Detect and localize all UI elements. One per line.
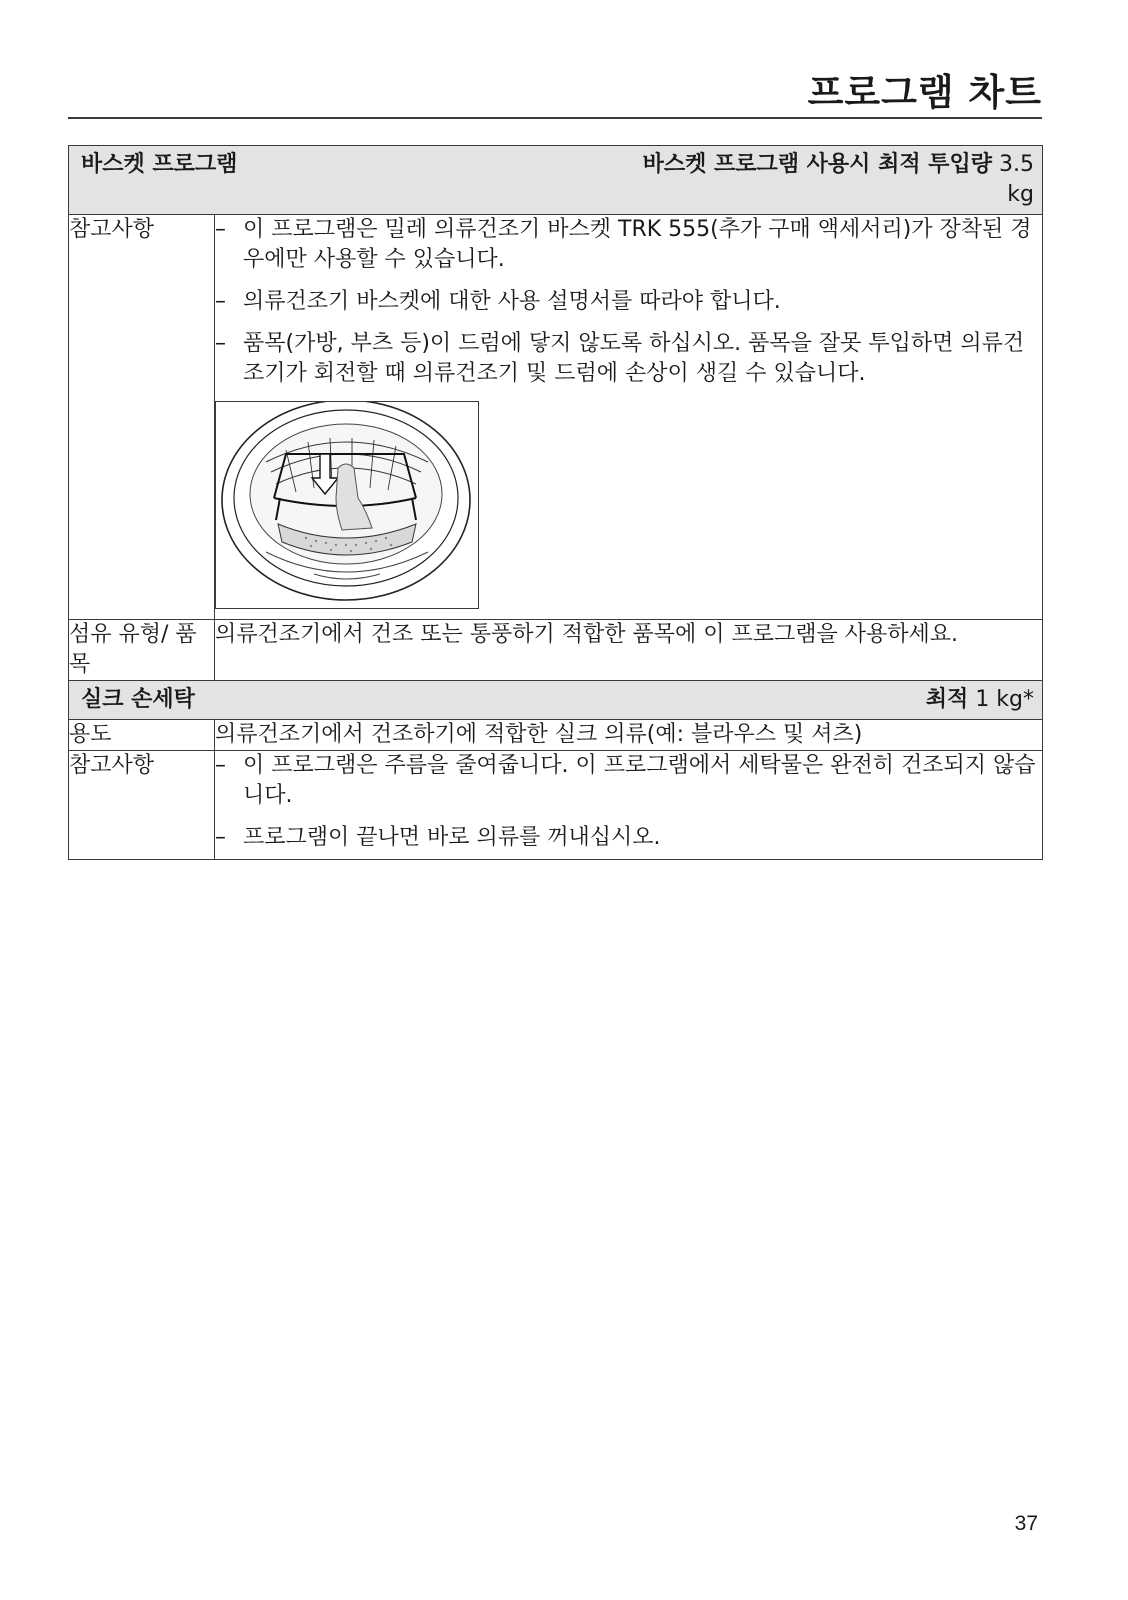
- basket-program-header: [69, 146, 1043, 215]
- silk-load-label: 최적: [925, 687, 969, 712]
- silk-use-text: 의류건조기에서 건조하기에 적합한 실크 의류(예: 블라우스 및 셔츠): [215, 720, 1043, 751]
- silk-notes-label: 참고사항: [69, 751, 215, 860]
- basket-load-label: 바스켓 프로그램 사용시 최적 투입량: [642, 152, 993, 177]
- program-chart-table: [68, 145, 1043, 860]
- list-item: – 프로그램이 끝나면 바로 의류를 꺼내십시오.: [215, 825, 661, 850]
- list-item: – 이 프로그램은 밀레 의류건조기 바스켓 TRK 555(추가 구매 액세서리)가 장착된 경우에만 사용할 수 있습니다.: [215, 217, 1032, 272]
- silk-load-value: 1 kg*: [975, 687, 1035, 712]
- list-item: – 이 프로그램은 주름을 줄여줍니다. 이 프로그램에서 세탁물은 완전히 건조되지 않습니다.: [215, 753, 1036, 808]
- silk-program-name: 실크 손세탁: [81, 687, 195, 712]
- silk-program-load: [617, 685, 1034, 715]
- silk-program-header: [69, 681, 1043, 720]
- list-item: – 의류건조기 바스켓에 대한 사용 설명서를 따라야 합니다.: [215, 289, 781, 314]
- basket-program-load: [617, 150, 1034, 210]
- dryer-basket-illustration: [215, 401, 479, 609]
- basket-notes-row: [69, 215, 1043, 620]
- basket-notes-label: 참고사항: [69, 215, 215, 620]
- basket-program-name: 바스켓 프로그램: [81, 152, 238, 177]
- title-divider: [68, 117, 1042, 119]
- basket-load-value: 3.5 kg: [999, 152, 1035, 207]
- silk-notes-content: [215, 751, 1043, 860]
- basket-fabric-label: 섬유 유형/ 품목: [69, 620, 215, 681]
- basket-fabric-row: [69, 620, 1043, 681]
- page-title: 프로그램 차트: [807, 71, 1042, 114]
- basket-fabric-text: 의류건조기에서 건조 또는 통풍하기 적합한 품목에 이 프로그램을 사용하세요.: [215, 620, 1043, 681]
- silk-use-label: 용도: [69, 720, 215, 751]
- list-item: – 품목(가방, 부츠 등)이 드럼에 닿지 않도록 하십시오. 품목을 잘못 투입하면 의류건조기가 회전할 때 의류건조기 및 드럼에 손상이 생길 수 있습니다.: [215, 331, 1025, 386]
- page-number: 37: [1014, 1512, 1038, 1535]
- silk-notes-row: [69, 751, 1043, 860]
- silk-use-row: [69, 720, 1043, 751]
- basket-notes-content: [215, 215, 1043, 620]
